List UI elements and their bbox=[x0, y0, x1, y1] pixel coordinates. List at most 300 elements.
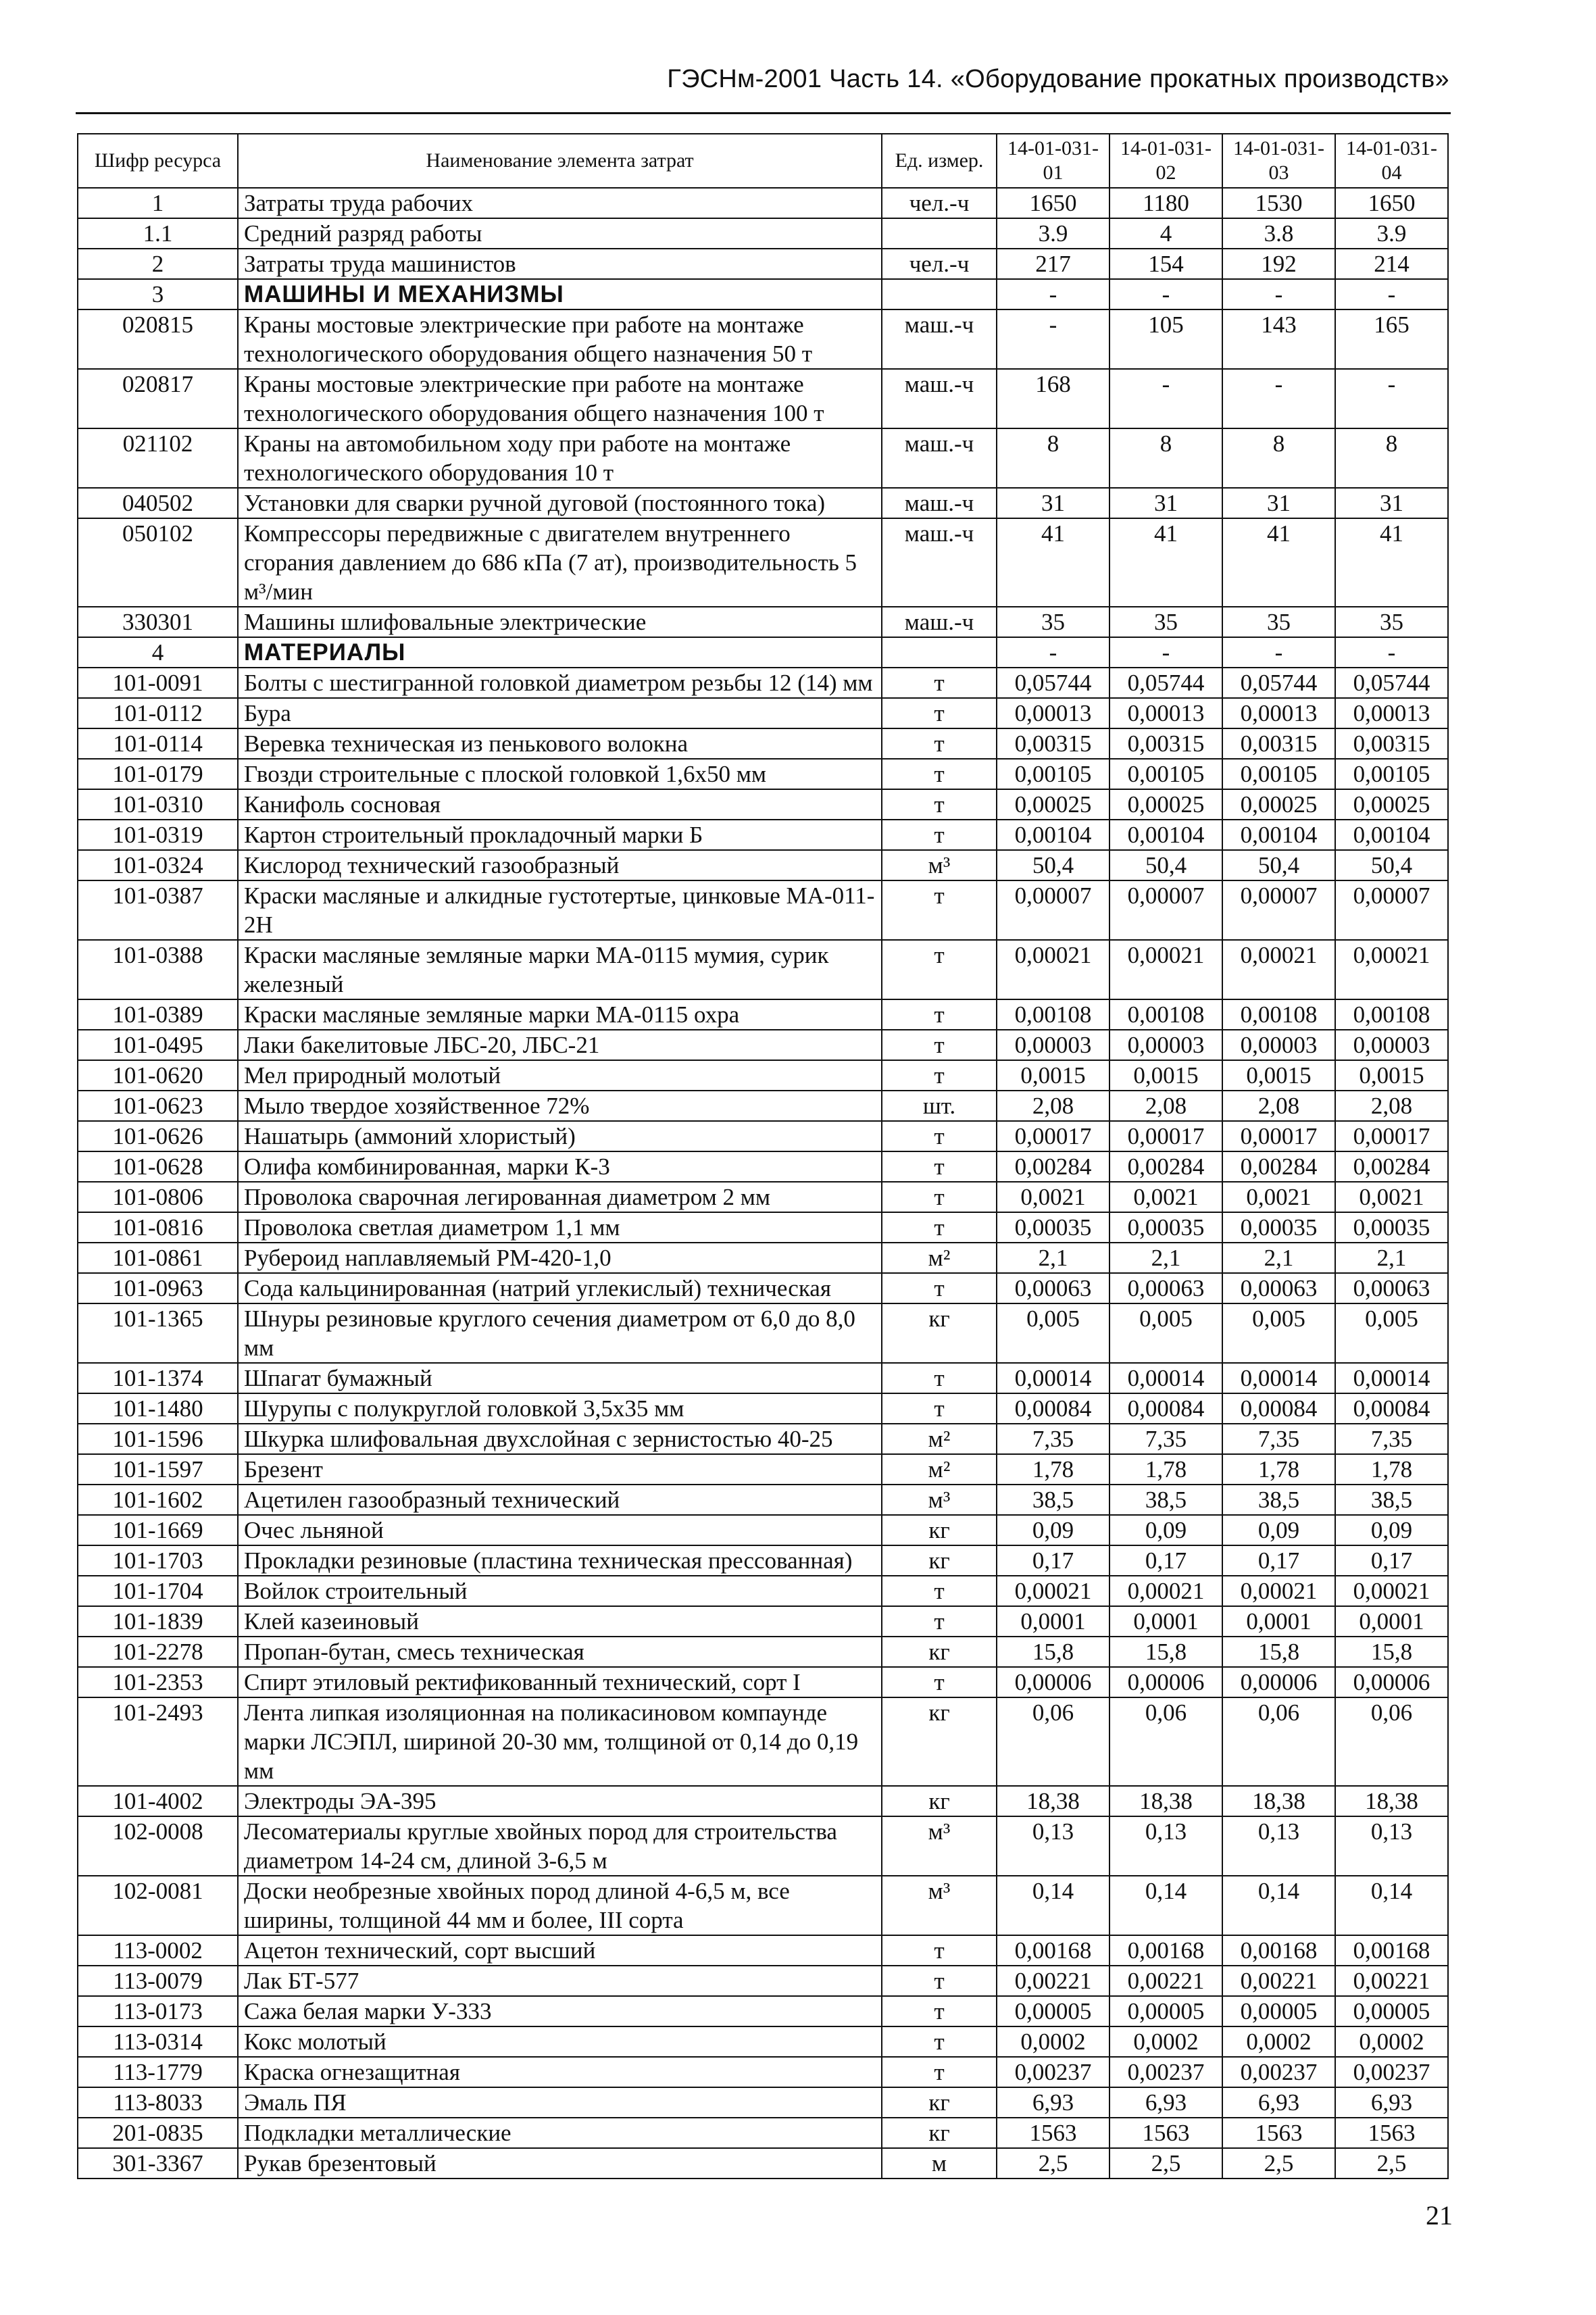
norm-value-031-04: 0,06 bbox=[1335, 1697, 1448, 1786]
resource-code: 101-0620 bbox=[78, 1060, 238, 1091]
norm-value-031-02: - bbox=[1109, 369, 1222, 428]
norm-value-031-01: 0,00221 bbox=[997, 1966, 1109, 1996]
table-row bbox=[78, 2057, 1448, 2087]
norm-value-031-02: 0,005 bbox=[1109, 1303, 1222, 1363]
norm-value-031-04: 2,08 bbox=[1335, 1091, 1448, 1121]
resource-code: 113-0079 bbox=[78, 1966, 238, 1996]
norm-value-031-02: 0,00025 bbox=[1109, 789, 1222, 820]
norm-value-031-02: 0,00104 bbox=[1109, 820, 1222, 850]
norm-value-031-01: 3.9 bbox=[997, 218, 1109, 249]
cost-element-name: Шнуры резиновые круглого сечения диаметром от 6,0 до 8,0 мм bbox=[238, 1303, 882, 1363]
norm-value-031-03: 31 bbox=[1222, 488, 1335, 518]
norm-value-031-02: 0,0002 bbox=[1109, 2026, 1222, 2057]
cost-element-name: Прокладки резиновые (пластина техническая прессованная) bbox=[238, 1545, 882, 1576]
table-row bbox=[78, 1786, 1448, 1816]
norm-value-031-04: 6,93 bbox=[1335, 2087, 1448, 2118]
unit-of-measure: чел.-ч bbox=[882, 249, 997, 279]
table-row bbox=[78, 1485, 1448, 1515]
norm-value-031-02: 0,00021 bbox=[1109, 1576, 1222, 1606]
resource-table bbox=[77, 133, 1449, 2179]
norm-value-031-02: 105 bbox=[1109, 309, 1222, 369]
running-header: ГЭСНм-2001 Часть 14. «Оборудование прокатных производств» bbox=[667, 65, 1449, 93]
norm-value-031-04: 0,00104 bbox=[1335, 820, 1448, 850]
norm-value-031-01: 35 bbox=[997, 607, 1109, 637]
norm-value-031-01: 0,00108 bbox=[997, 999, 1109, 1030]
norm-value-031-03: 50,4 bbox=[1222, 850, 1335, 880]
unit-of-measure: т bbox=[882, 728, 997, 759]
resource-code: 113-0002 bbox=[78, 1935, 238, 1966]
norm-value-031-02: - bbox=[1109, 637, 1222, 668]
unit-of-measure: т bbox=[882, 759, 997, 789]
resource-code: 101-0389 bbox=[78, 999, 238, 1030]
norm-value-031-02: 154 bbox=[1109, 249, 1222, 279]
cost-element-name: Лак БТ-577 bbox=[238, 1966, 882, 1996]
norm-value-031-01: 15,8 bbox=[997, 1637, 1109, 1667]
cost-element-name: Бура bbox=[238, 698, 882, 728]
unit-of-measure: т bbox=[882, 1121, 997, 1151]
norm-value-031-02: 38,5 bbox=[1109, 1485, 1222, 1515]
unit-of-measure: т bbox=[882, 1030, 997, 1060]
cost-element-name: Краска огнезащитная bbox=[238, 2057, 882, 2087]
norm-value-031-04: 50,4 bbox=[1335, 850, 1448, 880]
norm-value-031-01: 0,06 bbox=[997, 1697, 1109, 1786]
resource-code: 101-1602 bbox=[78, 1485, 238, 1515]
norm-value-031-01: 8 bbox=[997, 428, 1109, 488]
table-row bbox=[78, 1697, 1448, 1786]
norm-value-031-01: 38,5 bbox=[997, 1485, 1109, 1515]
cost-element-name: Шкурка шлифовальная двухслойная с зернистостью 40-25 bbox=[238, 1424, 882, 1454]
table-row bbox=[78, 728, 1448, 759]
norm-value-031-01: 0,00021 bbox=[997, 1576, 1109, 1606]
unit-of-measure: т bbox=[882, 1576, 997, 1606]
unit-of-measure: т bbox=[882, 698, 997, 728]
cost-element-name: МАШИНЫ И МЕХАНИЗМЫ bbox=[238, 279, 882, 309]
resource-code: 101-1374 bbox=[78, 1363, 238, 1393]
table-row bbox=[78, 1637, 1448, 1667]
table-row bbox=[78, 850, 1448, 880]
cost-element-name: Машины шлифовальные электрические bbox=[238, 607, 882, 637]
unit-of-measure: кг bbox=[882, 1637, 997, 1667]
unit-of-measure: т bbox=[882, 999, 997, 1030]
norm-value-031-02: 0,0015 bbox=[1109, 1060, 1222, 1091]
norm-value-031-03: 0,00168 bbox=[1222, 1935, 1335, 1966]
table-row bbox=[78, 1515, 1448, 1545]
unit-of-measure: т bbox=[882, 789, 997, 820]
unit-of-measure: м² bbox=[882, 1454, 997, 1485]
unit-of-measure: м³ bbox=[882, 1485, 997, 1515]
table-row bbox=[78, 820, 1448, 850]
header-rule bbox=[76, 112, 1451, 114]
norm-value-031-04: 0,05744 bbox=[1335, 668, 1448, 698]
norm-value-031-02: 0,00237 bbox=[1109, 2057, 1222, 2087]
resource-code: 2 bbox=[78, 249, 238, 279]
cost-element-name: Краски масляные земляные марки МА-0115 мумия, сурик железный bbox=[238, 940, 882, 999]
resource-code: 101-0495 bbox=[78, 1030, 238, 1060]
norm-value-031-04: 0,00021 bbox=[1335, 940, 1448, 999]
resource-code: 3 bbox=[78, 279, 238, 309]
resource-code: 101-2353 bbox=[78, 1667, 238, 1697]
norm-value-031-04: 0,00021 bbox=[1335, 1576, 1448, 1606]
resource-code: 113-8033 bbox=[78, 2087, 238, 2118]
cost-element-name: Войлок строительный bbox=[238, 1576, 882, 1606]
table-row bbox=[78, 999, 1448, 1030]
cost-element-name: Сажа белая марки У-333 bbox=[238, 1996, 882, 2026]
norm-value-031-03: 1530 bbox=[1222, 188, 1335, 218]
norm-value-031-02: 6,93 bbox=[1109, 2087, 1222, 2118]
resource-code: 113-0314 bbox=[78, 2026, 238, 2057]
norm-value-031-02: 0,00006 bbox=[1109, 1667, 1222, 1697]
cost-element-name: Кислород технический газообразный bbox=[238, 850, 882, 880]
norm-value-031-02: 0,0021 bbox=[1109, 1182, 1222, 1212]
resource-code: 1 bbox=[78, 188, 238, 218]
unit-of-measure: кг bbox=[882, 1303, 997, 1363]
cost-element-name: Очес льняной bbox=[238, 1515, 882, 1545]
norm-value-031-03: 0,00108 bbox=[1222, 999, 1335, 1030]
norm-value-031-02: 0,09 bbox=[1109, 1515, 1222, 1545]
norm-value-031-02: 0,00007 bbox=[1109, 880, 1222, 940]
cost-element-name: Канифоль сосновая bbox=[238, 789, 882, 820]
unit-of-measure: т bbox=[882, 2026, 997, 2057]
norm-value-031-03: 0,00105 bbox=[1222, 759, 1335, 789]
table-row bbox=[78, 1182, 1448, 1212]
table-row bbox=[78, 2087, 1448, 2118]
norm-value-031-03: 0,00017 bbox=[1222, 1121, 1335, 1151]
norm-value-031-02: 1180 bbox=[1109, 188, 1222, 218]
norm-value-031-04: 0,005 bbox=[1335, 1303, 1448, 1363]
resource-code: 020815 bbox=[78, 309, 238, 369]
norm-value-031-02: 0,00003 bbox=[1109, 1030, 1222, 1060]
resource-code: 101-4002 bbox=[78, 1786, 238, 1816]
norm-value-031-04: 0,00013 bbox=[1335, 698, 1448, 728]
unit-of-measure: м bbox=[882, 2148, 997, 2179]
unit-of-measure: т bbox=[882, 668, 997, 698]
norm-value-031-01: 0,00063 bbox=[997, 1273, 1109, 1303]
norm-value-031-01: 2,1 bbox=[997, 1243, 1109, 1273]
unit-of-measure: т bbox=[882, 1996, 997, 2026]
norm-value-031-03: 0,00021 bbox=[1222, 1576, 1335, 1606]
norm-value-031-02: 0,00108 bbox=[1109, 999, 1222, 1030]
table-row bbox=[78, 188, 1448, 218]
cost-element-name: Шурупы с полукруглой головкой 3,5х35 мм bbox=[238, 1393, 882, 1424]
col-header-name: Наименование элемента затрат bbox=[238, 134, 882, 188]
cost-element-name: Кокс молотый bbox=[238, 2026, 882, 2057]
norm-value-031-03: 2,08 bbox=[1222, 1091, 1335, 1121]
resource-code: 101-1365 bbox=[78, 1303, 238, 1363]
norm-value-031-02: 2,08 bbox=[1109, 1091, 1222, 1121]
resource-code: 4 bbox=[78, 637, 238, 668]
cost-element-name: Электроды ЭА-395 bbox=[238, 1786, 882, 1816]
norm-value-031-01: 1563 bbox=[997, 2118, 1109, 2148]
norm-value-031-03: 38,5 bbox=[1222, 1485, 1335, 1515]
unit-of-measure: кг bbox=[882, 2118, 997, 2148]
norm-value-031-01: 0,00084 bbox=[997, 1393, 1109, 1424]
unit-of-measure: кг bbox=[882, 1786, 997, 1816]
norm-value-031-03: 0,00063 bbox=[1222, 1273, 1335, 1303]
norm-value-031-01: 0,00104 bbox=[997, 820, 1109, 850]
unit-of-measure: т bbox=[882, 1151, 997, 1182]
unit-of-measure: маш.-ч bbox=[882, 309, 997, 369]
cost-element-name: Гвозди строительные с плоской головкой 1,6х50 мм bbox=[238, 759, 882, 789]
norm-value-031-03: 0,00021 bbox=[1222, 940, 1335, 999]
norm-value-031-02: 0,00105 bbox=[1109, 759, 1222, 789]
norm-value-031-01: 0,05744 bbox=[997, 668, 1109, 698]
table-row bbox=[78, 1363, 1448, 1393]
table-row bbox=[78, 279, 1448, 309]
resource-code: 101-0310 bbox=[78, 789, 238, 820]
norm-value-031-04: 8 bbox=[1335, 428, 1448, 488]
norm-value-031-03: 0,00104 bbox=[1222, 820, 1335, 850]
norm-value-031-04: 0,00168 bbox=[1335, 1935, 1448, 1966]
unit-of-measure bbox=[882, 279, 997, 309]
norm-value-031-04: 0,0002 bbox=[1335, 2026, 1448, 2057]
resource-code: 101-2493 bbox=[78, 1697, 238, 1786]
norm-value-031-04: 0,00084 bbox=[1335, 1393, 1448, 1424]
norm-value-031-01: 41 bbox=[997, 518, 1109, 607]
norm-value-031-01: 0,00025 bbox=[997, 789, 1109, 820]
norm-value-031-02: 0,00168 bbox=[1109, 1935, 1222, 1966]
norm-value-031-04: 0,00284 bbox=[1335, 1151, 1448, 1182]
norm-value-031-03: 0,005 bbox=[1222, 1303, 1335, 1363]
norm-value-031-03: 0,00003 bbox=[1222, 1030, 1335, 1060]
norm-value-031-02: 41 bbox=[1109, 518, 1222, 607]
norm-value-031-04: 0,00063 bbox=[1335, 1273, 1448, 1303]
resource-code: 101-0806 bbox=[78, 1182, 238, 1212]
norm-value-031-03: 1563 bbox=[1222, 2118, 1335, 2148]
resource-code: 101-1480 bbox=[78, 1393, 238, 1424]
norm-value-031-04: 0,00003 bbox=[1335, 1030, 1448, 1060]
norm-value-031-03: 35 bbox=[1222, 607, 1335, 637]
cost-element-name: Мел природный молотый bbox=[238, 1060, 882, 1091]
resource-code: 101-1704 bbox=[78, 1576, 238, 1606]
unit-of-measure: маш.-ч bbox=[882, 488, 997, 518]
table-row bbox=[78, 940, 1448, 999]
cost-element-name: Нашатырь (аммоний хлористый) bbox=[238, 1121, 882, 1151]
resource-code: 020817 bbox=[78, 369, 238, 428]
table-row bbox=[78, 607, 1448, 637]
norm-value-031-01: 0,005 bbox=[997, 1303, 1109, 1363]
table-row bbox=[78, 759, 1448, 789]
unit-of-measure: маш.-ч bbox=[882, 428, 997, 488]
norm-value-031-01: 0,17 bbox=[997, 1545, 1109, 1576]
cost-element-name: Подкладки металлические bbox=[238, 2118, 882, 2148]
unit-of-measure: кг bbox=[882, 1515, 997, 1545]
norm-value-031-04: 0,00006 bbox=[1335, 1667, 1448, 1697]
table-row bbox=[78, 1212, 1448, 1243]
unit-of-measure: кг bbox=[882, 2087, 997, 2118]
unit-of-measure: т bbox=[882, 820, 997, 850]
norm-value-031-01: - bbox=[997, 309, 1109, 369]
table-row bbox=[78, 518, 1448, 607]
norm-value-031-04: 0,13 bbox=[1335, 1816, 1448, 1876]
norm-value-031-01: 217 bbox=[997, 249, 1109, 279]
norm-value-031-03: 0,00315 bbox=[1222, 728, 1335, 759]
unit-of-measure: м² bbox=[882, 1424, 997, 1454]
table-body bbox=[78, 188, 1448, 2179]
norm-value-031-01: 0,00035 bbox=[997, 1212, 1109, 1243]
norm-value-031-04: 1650 bbox=[1335, 188, 1448, 218]
norm-value-031-04: 0,00108 bbox=[1335, 999, 1448, 1030]
resource-code: 021102 bbox=[78, 428, 238, 488]
norm-value-031-04: 3.9 bbox=[1335, 218, 1448, 249]
norm-value-031-01: 50,4 bbox=[997, 850, 1109, 880]
norm-value-031-04: - bbox=[1335, 279, 1448, 309]
cost-element-name: Краски масляные земляные марки МА-0115 охра bbox=[238, 999, 882, 1030]
col-header-code: Шифр ресурса bbox=[78, 134, 238, 188]
norm-value-031-02: 0,00063 bbox=[1109, 1273, 1222, 1303]
norm-value-031-03: 7,35 bbox=[1222, 1424, 1335, 1454]
table-row bbox=[78, 880, 1448, 940]
norm-value-031-04: 15,8 bbox=[1335, 1637, 1448, 1667]
cost-element-name: Лента липкая изоляционная на поликасиновом компаунде марки ЛСЭПЛ, шириной 20-30 мм, толщиной от 0,14 до 0,19 мм bbox=[238, 1697, 882, 1786]
norm-value-031-01: 0,0001 bbox=[997, 1606, 1109, 1637]
table-row bbox=[78, 1816, 1448, 1876]
cost-element-name: Краны мостовые электрические при работе на монтаже технологического оборудования общего назначения 50 т bbox=[238, 309, 882, 369]
norm-value-031-01: 31 bbox=[997, 488, 1109, 518]
norm-value-031-03: 143 bbox=[1222, 309, 1335, 369]
table-row bbox=[78, 1966, 1448, 1996]
norm-value-031-04: 0,00221 bbox=[1335, 1966, 1448, 1996]
norm-value-031-03: 0,0001 bbox=[1222, 1606, 1335, 1637]
norm-value-031-02: 18,38 bbox=[1109, 1786, 1222, 1816]
norm-value-031-04: 0,00005 bbox=[1335, 1996, 1448, 2026]
table-row bbox=[78, 668, 1448, 698]
resource-code: 101-0324 bbox=[78, 850, 238, 880]
norm-value-031-04: 0,00025 bbox=[1335, 789, 1448, 820]
norm-value-031-03: 0,00014 bbox=[1222, 1363, 1335, 1393]
norm-value-031-02: 0,13 bbox=[1109, 1816, 1222, 1876]
resource-code: 101-0861 bbox=[78, 1243, 238, 1273]
unit-of-measure: м³ bbox=[882, 1816, 997, 1876]
norm-value-031-01: 0,00284 bbox=[997, 1151, 1109, 1182]
norm-value-031-01: 0,0021 bbox=[997, 1182, 1109, 1212]
norm-value-031-02: 0,17 bbox=[1109, 1545, 1222, 1576]
norm-value-031-02: 50,4 bbox=[1109, 850, 1222, 880]
resource-code: 101-0963 bbox=[78, 1273, 238, 1303]
cost-element-name: Брезент bbox=[238, 1454, 882, 1485]
norm-value-031-04: 165 bbox=[1335, 309, 1448, 369]
cost-element-name: Ацетон технический, сорт высший bbox=[238, 1935, 882, 1966]
norm-value-031-04: 0,17 bbox=[1335, 1545, 1448, 1576]
table-row bbox=[78, 1273, 1448, 1303]
norm-value-031-03: 18,38 bbox=[1222, 1786, 1335, 1816]
cost-element-name: Веревка техническая из пенькового волокна bbox=[238, 728, 882, 759]
resource-code: 101-0112 bbox=[78, 698, 238, 728]
cost-element-name: МАТЕРИАЛЫ bbox=[238, 637, 882, 668]
table-row bbox=[78, 1303, 1448, 1363]
norm-value-031-04: 18,38 bbox=[1335, 1786, 1448, 1816]
norm-value-031-02: 1,78 bbox=[1109, 1454, 1222, 1485]
norm-value-031-01: 0,00005 bbox=[997, 1996, 1109, 2026]
table-row bbox=[78, 488, 1448, 518]
cost-element-name: Олифа комбинированная, марки К-3 bbox=[238, 1151, 882, 1182]
norm-value-031-04: 2,1 bbox=[1335, 1243, 1448, 1273]
norm-value-031-02: 2,5 bbox=[1109, 2148, 1222, 2179]
page-number: 21 bbox=[1426, 2200, 1453, 2231]
resource-code: 101-2278 bbox=[78, 1637, 238, 1667]
table-row bbox=[78, 428, 1448, 488]
unit-of-measure: т bbox=[882, 1393, 997, 1424]
cost-element-name: Рукав брезентовый bbox=[238, 2148, 882, 2179]
norm-value-031-03: 192 bbox=[1222, 249, 1335, 279]
unit-of-measure: чел.-ч bbox=[882, 188, 997, 218]
norm-value-031-04: 214 bbox=[1335, 249, 1448, 279]
table-row bbox=[78, 1393, 1448, 1424]
table-row bbox=[78, 2148, 1448, 2179]
resource-code: 101-1703 bbox=[78, 1545, 238, 1576]
norm-value-031-04: 0,00017 bbox=[1335, 1121, 1448, 1151]
norm-value-031-03: 41 bbox=[1222, 518, 1335, 607]
cost-element-name: Установки для сварки ручной дуговой (постоянного тока) bbox=[238, 488, 882, 518]
norm-value-031-03: 0,00007 bbox=[1222, 880, 1335, 940]
unit-of-measure: маш.-ч bbox=[882, 369, 997, 428]
norm-value-031-02: 0,00035 bbox=[1109, 1212, 1222, 1243]
cost-element-name: Средний разряд работы bbox=[238, 218, 882, 249]
resource-code: 040502 bbox=[78, 488, 238, 518]
norm-value-031-03: 0,00013 bbox=[1222, 698, 1335, 728]
norm-value-031-01: 2,5 bbox=[997, 2148, 1109, 2179]
norm-value-031-03: 0,09 bbox=[1222, 1515, 1335, 1545]
norm-value-031-01: 6,93 bbox=[997, 2087, 1109, 2118]
resource-code: 101-1596 bbox=[78, 1424, 238, 1454]
table-row bbox=[78, 1151, 1448, 1182]
resource-code: 101-0091 bbox=[78, 668, 238, 698]
norm-value-031-02: 7,35 bbox=[1109, 1424, 1222, 1454]
unit-of-measure: т bbox=[882, 1273, 997, 1303]
norm-value-031-04: 0,09 bbox=[1335, 1515, 1448, 1545]
norm-value-031-02: 8 bbox=[1109, 428, 1222, 488]
norm-value-031-04: 0,00014 bbox=[1335, 1363, 1448, 1393]
cost-element-name: Доски необрезные хвойных пород длиной 4-6,5 м, все ширины, толщиной 44 мм и более, III сорта bbox=[238, 1876, 882, 1935]
norm-value-031-03: 0,14 bbox=[1222, 1876, 1335, 1935]
cost-element-name: Рубероид наплавляемый РМ-420-1,0 bbox=[238, 1243, 882, 1273]
table-row bbox=[78, 369, 1448, 428]
norm-value-031-01: 7,35 bbox=[997, 1424, 1109, 1454]
cost-element-name: Шпагат бумажный bbox=[238, 1363, 882, 1393]
norm-value-031-04: 35 bbox=[1335, 607, 1448, 637]
norm-value-031-01: 18,38 bbox=[997, 1786, 1109, 1816]
unit-of-measure: т bbox=[882, 2057, 997, 2087]
resource-code: 050102 bbox=[78, 518, 238, 607]
norm-value-031-03: 0,13 bbox=[1222, 1816, 1335, 1876]
unit-of-measure: кг bbox=[882, 1697, 997, 1786]
table-row bbox=[78, 1454, 1448, 1485]
norm-value-031-01: 1,78 bbox=[997, 1454, 1109, 1485]
norm-value-031-01: 1650 bbox=[997, 188, 1109, 218]
norm-value-031-03: 0,00084 bbox=[1222, 1393, 1335, 1424]
cost-element-name: Затраты труда машинистов bbox=[238, 249, 882, 279]
norm-value-031-03: 0,00035 bbox=[1222, 1212, 1335, 1243]
unit-of-measure: т bbox=[882, 1606, 997, 1637]
resource-code: 102-0081 bbox=[78, 1876, 238, 1935]
unit-of-measure: т bbox=[882, 1966, 997, 1996]
cost-element-name: Лесоматериалы круглые хвойных пород для строительства диаметром 14-24 см, длиной 3-6,5 м bbox=[238, 1816, 882, 1876]
norm-value-031-04: 31 bbox=[1335, 488, 1448, 518]
norm-value-031-02: - bbox=[1109, 279, 1222, 309]
norm-value-031-03: - bbox=[1222, 369, 1335, 428]
cost-element-name: Затраты труда рабочих bbox=[238, 188, 882, 218]
norm-value-031-03: 8 bbox=[1222, 428, 1335, 488]
norm-value-031-02: 0,05744 bbox=[1109, 668, 1222, 698]
cost-element-name: Компрессоры передвижные с двигателем внутреннего сгорания давлением до 686 кПа (7 ат), производительность 5 м³/мин bbox=[238, 518, 882, 607]
norm-value-031-03: 0,0015 bbox=[1222, 1060, 1335, 1091]
norm-value-031-02: 0,00021 bbox=[1109, 940, 1222, 999]
col-header-031-01: 14-01-031-01 bbox=[997, 134, 1109, 188]
table-row bbox=[78, 1121, 1448, 1151]
norm-value-031-02: 0,00315 bbox=[1109, 728, 1222, 759]
norm-value-031-02: 0,00221 bbox=[1109, 1966, 1222, 1996]
norm-value-031-01: 0,09 bbox=[997, 1515, 1109, 1545]
unit-of-measure: т bbox=[882, 1182, 997, 1212]
